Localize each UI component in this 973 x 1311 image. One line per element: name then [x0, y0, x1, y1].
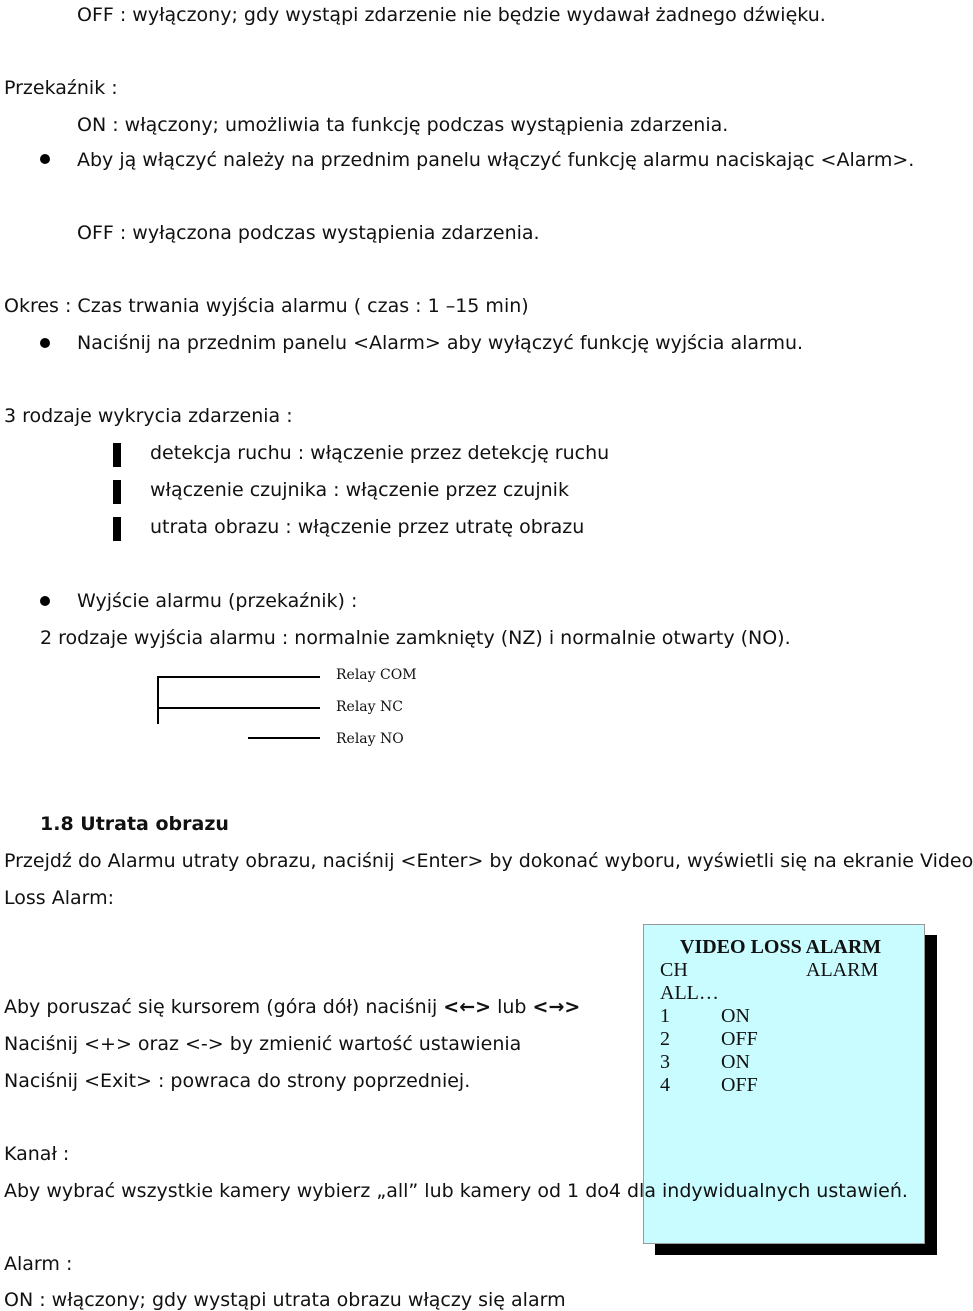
osd-row-ch: 1 — [660, 1005, 670, 1027]
list-item: włączenie czujnika : włączenie przez czujnik — [150, 479, 569, 501]
section-label-alarm: Alarm : — [4, 1253, 73, 1275]
channel-description-clip — [0, 1178, 908, 1208]
text-line: OFF : wyłączony; gdy wystąpi zdarzenie nie będzie wydawał żadnego dźwięku. — [77, 4, 826, 26]
osd-row-ch: 3 — [660, 1051, 670, 1073]
text-line: 2 rodzaje wyjścia alarmu : normalnie zamknięty (NZ) i normalnie otwarty (NO). — [40, 627, 791, 649]
list-item: utrata obrazu : włączenie przez utratę obrazu — [150, 516, 585, 538]
instruction-line: Naciśnij <+> oraz <-> by zmienić wartość ustawienia — [4, 1033, 522, 1055]
osd-row-ch: 2 — [660, 1028, 670, 1050]
relay-line-vertical — [157, 676, 159, 724]
relay-com-label: Relay COM — [336, 667, 417, 683]
instruction-line — [4, 998, 580, 1017]
section-label-relay: Przekaźnik : — [4, 77, 118, 99]
key-right: <→> — [532, 996, 581, 1018]
dash-icon — [113, 517, 121, 541]
relay-no-label: Relay NO — [336, 731, 404, 747]
relay-line-no — [248, 737, 320, 739]
text-line: 3 rodzaje wykrycia zdarzenia : — [4, 405, 293, 427]
bullet-icon — [40, 338, 50, 348]
dash-icon — [113, 443, 121, 467]
text-line: ON : włączony; umożliwia ta funkcję podczas wystąpienia zdarzenia. — [77, 114, 729, 136]
instruction-text: lub — [491, 996, 533, 1018]
osd-col-ch: CH — [660, 959, 688, 981]
text-line: Naciśnij na przednim panelu <Alarm> aby wyłączyć funkcję wyjścia alarmu. — [77, 332, 804, 354]
dash-icon — [113, 480, 121, 504]
text-line: Wyjście alarmu (przekaźnik) : — [77, 590, 358, 612]
bullet-icon — [40, 596, 50, 606]
key-left-right: <←> — [443, 996, 492, 1018]
osd-row-value: ON — [721, 1005, 750, 1027]
relay-line-nc — [157, 707, 320, 709]
list-item: detekcja ruchu : włączenie przez detekcję ruchu — [150, 442, 610, 464]
osd-row-value: OFF — [721, 1074, 758, 1096]
paragraph-line: Przejdź do Alarmu utraty obrazu, naciśnij <Enter> by dokonać wyboru, wyświetli się na ekranie Video — [4, 850, 973, 872]
text-line: Aby ją włączyć należy na przednim panelu włączyć funkcję alarmu naciskając <Alarm>. — [77, 149, 915, 171]
relay-nc-label: Relay NC — [336, 699, 403, 715]
relay-line-com — [157, 676, 320, 678]
osd-row-value: OFF — [721, 1028, 758, 1050]
paragraph-line: Loss Alarm: — [4, 887, 115, 909]
osd-all: ALL… — [660, 982, 719, 1004]
text-line: Okres : Czas trwania wyjścia alarmu ( czas : 1 –15 min) — [4, 295, 529, 317]
instruction-line: Naciśnij <Exit> : powraca do strony poprzedniej. — [4, 1070, 471, 1092]
bullet-icon — [40, 154, 50, 164]
osd-title: VIDEO LOSS ALARM — [680, 936, 882, 958]
osd-col-alarm: ALARM — [806, 959, 879, 981]
osd-row-ch: 4 — [660, 1074, 670, 1096]
text-line: OFF : wyłączona podczas wystąpienia zdarzenia. — [77, 222, 540, 244]
osd-row-value: ON — [721, 1051, 750, 1073]
instruction-text: Aby poruszać się kursorem (góra dół) naciśnij — [4, 996, 444, 1018]
section-heading: 1.8 Utrata obrazu — [40, 813, 229, 835]
channel-description: Aby wybrać wszystkie kamery wybierz „all” lub kamery od 1 do4 dla indywidualnych ustawień. — [4, 1180, 908, 1202]
alarm-on-description: ON : włączony; gdy wystąpi utrata obrazu włączy się alarm — [4, 1289, 566, 1311]
section-label-channel: Kanał : — [4, 1143, 70, 1165]
